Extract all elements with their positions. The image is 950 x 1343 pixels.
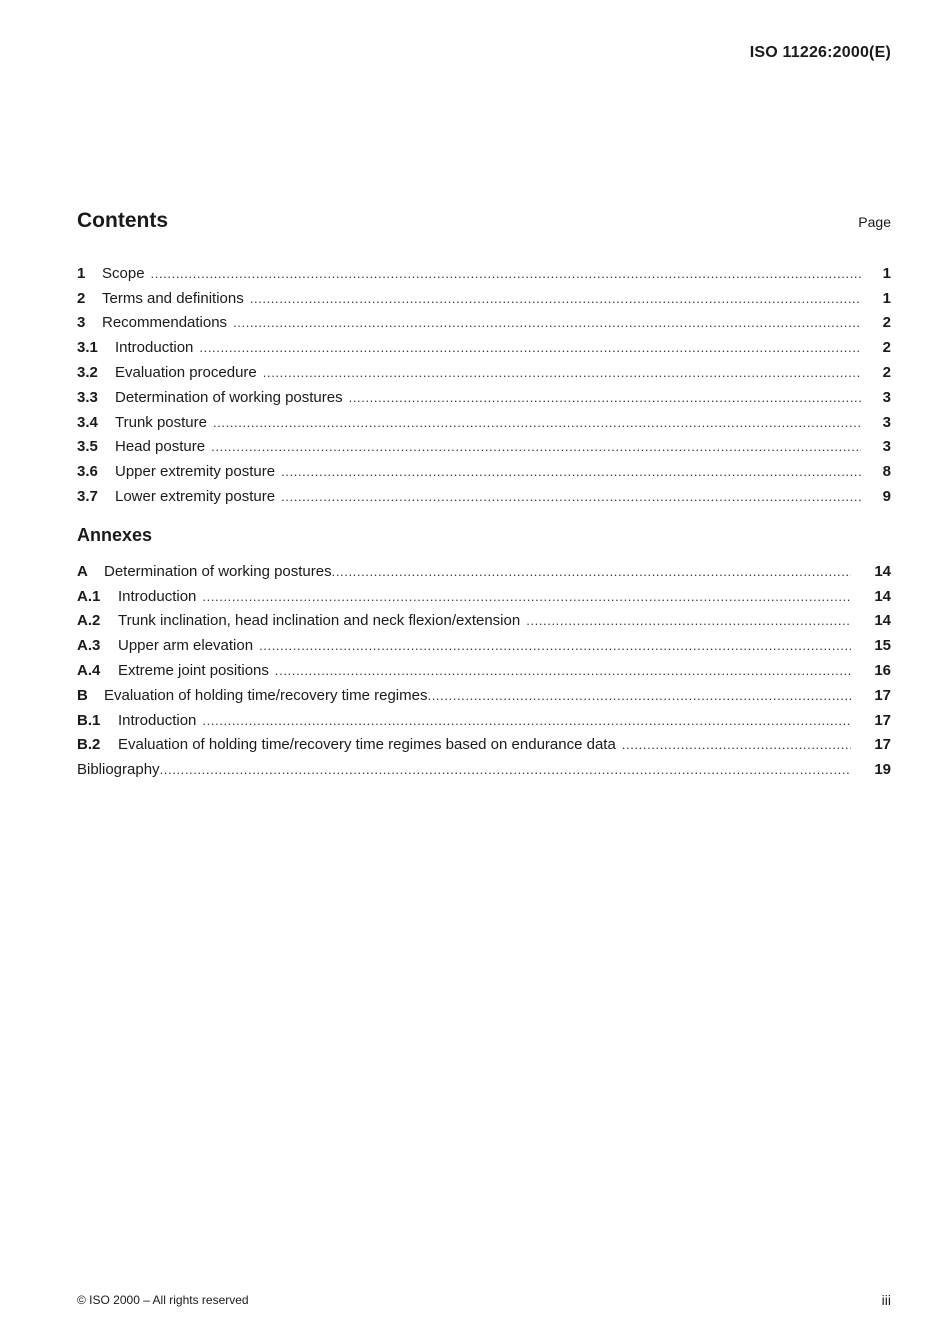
toc-entry-title: Upper extremity posture <box>115 463 276 481</box>
toc-entry[interactable] <box>77 757 891 782</box>
toc-entry-number: A.4 <box>77 662 101 680</box>
toc-entry[interactable] <box>77 609 891 634</box>
contents-header <box>77 209 891 233</box>
toc-entry-number: 3.3 <box>77 388 98 406</box>
dot-leader <box>349 390 861 405</box>
toc-entry-number: 3.7 <box>77 488 98 506</box>
toc-entry-page: 14 <box>874 562 891 580</box>
toc-entry[interactable] <box>77 410 891 435</box>
toc-entry-number: 1 <box>77 264 86 282</box>
dot-leader <box>213 415 861 430</box>
dot-leader <box>263 365 861 380</box>
annexes-list <box>77 559 891 782</box>
toc-entry[interactable] <box>77 459 891 484</box>
toc-entry-page: 15 <box>874 637 891 655</box>
toc-entry[interactable] <box>77 559 891 584</box>
page-column-label: Page <box>858 214 891 230</box>
toc-entry-title: Introduction <box>118 711 197 729</box>
dot-leader <box>233 315 861 330</box>
page-number: iii <box>881 1292 891 1308</box>
toc-entry-page: 17 <box>874 686 891 704</box>
toc-entry-page: 3 <box>882 413 891 431</box>
toc-entry-number: 3 <box>77 314 86 332</box>
toc-entry-title: Evaluation of holding time/recovery time regimes based on endurance data <box>118 736 616 754</box>
toc-entry-title: Trunk posture <box>115 413 207 431</box>
toc-entry-page: 17 <box>874 711 891 729</box>
toc-entry[interactable] <box>77 335 891 360</box>
toc-entry-number: A.2 <box>77 612 101 630</box>
toc-entry[interactable] <box>77 261 891 286</box>
toc-entry[interactable] <box>77 708 891 733</box>
toc-entry-page: 1 <box>882 289 891 307</box>
toc-entry-title: Trunk inclination, head inclination and neck flexion/extension <box>118 612 521 630</box>
toc-entry-title: Determination of working postures <box>115 388 343 406</box>
toc-entry-page: 17 <box>874 736 891 754</box>
toc-entry-page: 19 <box>874 761 891 779</box>
dot-leader <box>199 340 861 355</box>
toc-entry[interactable] <box>77 311 891 336</box>
annexes-title: Annexes <box>77 525 153 545</box>
dot-leader <box>160 762 851 777</box>
toc-entry[interactable] <box>77 286 891 311</box>
toc-entry-title: Scope <box>102 264 145 282</box>
toc-entry-page: 14 <box>874 587 891 605</box>
toc-entry[interactable] <box>77 733 891 758</box>
toc-entry[interactable] <box>77 435 891 460</box>
copyright-notice: © ISO 2000 – All rights reserved <box>77 1293 249 1307</box>
toc-entry-page: 3 <box>882 388 891 406</box>
toc-entry-title: Determination of working postures <box>104 562 332 580</box>
toc-entry-title: Head posture <box>115 438 206 456</box>
toc-entry-page: 14 <box>874 612 891 630</box>
toc-entry-number: B <box>77 686 88 704</box>
toc-entry[interactable] <box>77 385 891 410</box>
toc-entry-title: Introduction <box>115 339 194 357</box>
toc-entry-number: A.1 <box>77 587 101 605</box>
toc-entry-page: 3 <box>882 438 891 456</box>
contents-list <box>77 261 891 509</box>
dot-leader <box>151 266 861 281</box>
dot-leader <box>281 464 861 479</box>
toc-entry-page: 2 <box>882 314 891 332</box>
dot-leader <box>281 489 861 504</box>
toc-entry[interactable] <box>77 683 891 708</box>
toc-entry-title: Terms and definitions <box>102 289 244 307</box>
dot-leader <box>259 638 851 653</box>
toc-entry[interactable] <box>77 658 891 683</box>
dot-leader <box>526 613 851 628</box>
toc-entry-page: 9 <box>882 488 891 506</box>
dot-leader <box>211 439 861 454</box>
toc-entry-page: 2 <box>882 364 891 382</box>
toc-entry-title: Lower extremity posture <box>115 488 276 506</box>
toc-entry-number: B.1 <box>77 711 101 729</box>
dot-leader <box>202 713 851 728</box>
toc-entry-page: 8 <box>882 463 891 481</box>
toc-entry-number: 2 <box>77 289 86 307</box>
standard-identifier: ISO 11226:2000(E) <box>749 44 891 61</box>
toc-entry[interactable] <box>77 360 891 385</box>
toc-entry-number: 3.2 <box>77 364 98 382</box>
toc-entry[interactable] <box>77 584 891 609</box>
toc-entry-title: Introduction <box>118 587 197 605</box>
toc-entry[interactable] <box>77 633 891 658</box>
dot-leader <box>332 564 851 579</box>
toc-entry-number: 3.5 <box>77 438 98 456</box>
toc-entry[interactable] <box>77 484 891 509</box>
toc-entry-title: Evaluation procedure <box>115 364 257 382</box>
toc-entry-number: A.3 <box>77 637 101 655</box>
toc-entry-number: B.2 <box>77 736 101 754</box>
toc-entry-title: Upper arm elevation <box>118 637 254 655</box>
toc-entry-number: A <box>77 562 88 580</box>
toc-entry-page: 1 <box>882 264 891 282</box>
toc-entry-page: 16 <box>874 662 891 680</box>
toc-entry-number: 3.4 <box>77 413 98 431</box>
dot-leader <box>275 663 851 678</box>
dot-leader <box>202 589 851 604</box>
toc-entry-page: 2 <box>882 339 891 357</box>
toc-entry-title: Extreme joint positions <box>118 662 269 680</box>
dot-leader <box>427 688 851 703</box>
toc-entry-number: 3.1 <box>77 339 98 357</box>
toc-entry-title: Bibliography <box>77 761 160 779</box>
toc-entry-title: Recommendations <box>102 314 228 332</box>
dot-leader <box>622 737 851 752</box>
contents-title: Contents <box>77 209 168 232</box>
toc-entry-number: 3.6 <box>77 463 98 481</box>
dot-leader <box>250 291 861 306</box>
toc-entry-title: Evaluation of holding time/recovery time regimes <box>104 686 428 704</box>
